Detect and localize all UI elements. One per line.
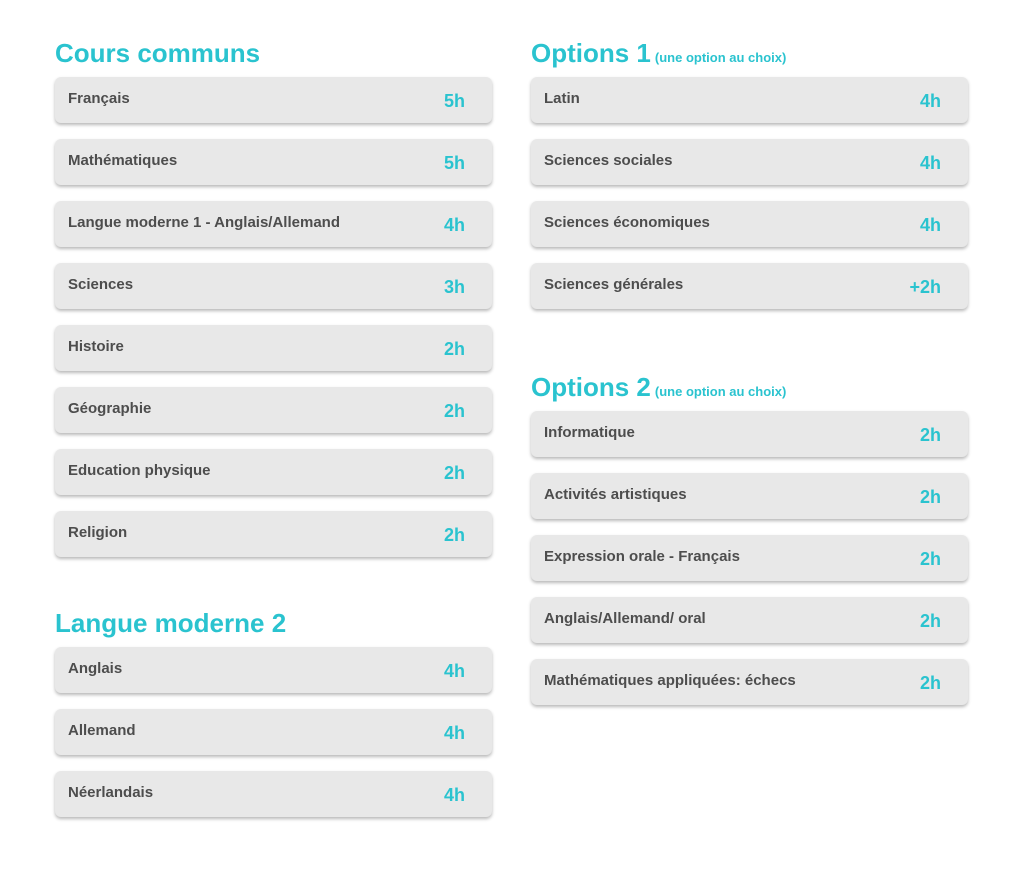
option-name: Informatique <box>544 424 635 441</box>
option-name: Activités artistiques <box>544 486 687 503</box>
course-name: Allemand <box>68 722 136 739</box>
course-hours: 2h <box>443 401 465 421</box>
option-row-activites-artistiques <box>531 473 968 519</box>
option-row-sciences-sociales <box>531 139 968 185</box>
course-hours: 2h <box>443 339 465 359</box>
langue-moderne-2-list <box>55 647 492 817</box>
option-hours: 2h <box>919 673 941 693</box>
cours-communs-list <box>55 77 492 557</box>
course-name: Anglais <box>68 660 123 677</box>
course-hours: 3h <box>443 277 465 297</box>
course-hours: 4h <box>443 215 465 235</box>
options-2-list <box>531 411 968 705</box>
course-row-religion <box>55 511 492 557</box>
options-2-subtitle: (une option au choix) <box>654 384 787 399</box>
options-2-title-text: Options 2 <box>531 372 651 402</box>
option-row-sciences-economiques <box>531 201 968 247</box>
course-row-education-physique <box>55 449 492 495</box>
options-1-title-text: Options 1 <box>531 38 651 68</box>
option-row-latin <box>531 77 968 123</box>
course-hours: 5h <box>443 153 465 173</box>
option-hours: 2h <box>919 425 941 445</box>
options-1-title <box>531 36 968 70</box>
course-row-mathematiques <box>55 139 492 185</box>
langue-moderne-2-section <box>55 606 492 833</box>
course-hours: 2h <box>443 525 465 545</box>
options-1-subtitle: (une option au choix) <box>654 50 787 65</box>
option-row-expression-orale <box>531 535 968 581</box>
cours-communs-section <box>55 36 492 573</box>
langue-moderne-2-title <box>55 606 492 640</box>
options-1-section <box>531 36 968 325</box>
option-hours: 4h <box>919 153 941 173</box>
option-row-sciences-generales <box>531 263 968 309</box>
cours-communs-title-text: Cours communs <box>55 38 261 68</box>
course-hours: 4h <box>443 723 465 743</box>
course-row-geographie <box>55 387 492 433</box>
course-row-francais <box>55 77 492 123</box>
course-name: Néerlandais <box>68 784 154 801</box>
course-row-anglais <box>55 647 492 693</box>
option-name: Mathématiques appliquées: échecs <box>544 672 796 689</box>
option-hours: 2h <box>919 611 941 631</box>
option-hours: 2h <box>919 549 941 569</box>
cours-communs-title <box>55 36 492 70</box>
course-name: Religion <box>68 524 128 541</box>
course-row-sciences <box>55 263 492 309</box>
options-2-section <box>531 370 968 721</box>
course-name: Géographie <box>68 400 152 417</box>
option-name: Sciences sociales <box>544 152 673 169</box>
option-row-informatique <box>531 411 968 457</box>
course-row-langue-moderne-1 <box>55 201 492 247</box>
options-1-list <box>531 77 968 309</box>
course-name: Français <box>68 90 130 107</box>
course-hours: 2h <box>443 463 465 483</box>
option-name: Expression orale - Français <box>544 548 740 565</box>
course-row-histoire <box>55 325 492 371</box>
course-name: Sciences <box>68 276 134 293</box>
option-name: Anglais/Allemand/ oral <box>544 610 706 627</box>
course-row-neerlandais <box>55 771 492 817</box>
course-row-allemand <box>55 709 492 755</box>
course-name: Mathématiques <box>68 152 178 169</box>
option-hours: 4h <box>919 91 941 111</box>
options-2-title <box>531 370 968 404</box>
course-hours: 4h <box>443 661 465 681</box>
option-name: Sciences générales <box>544 276 684 293</box>
course-name: Education physique <box>68 462 211 479</box>
option-row-mathematiques-appliquees <box>531 659 968 705</box>
course-name: Langue moderne 1 - Anglais/Allemand <box>68 214 340 231</box>
option-row-anglais-allemand-oral <box>531 597 968 643</box>
option-hours: 2h <box>919 487 941 507</box>
option-name: Sciences économiques <box>544 214 710 231</box>
course-hours: 4h <box>443 785 465 805</box>
option-hours: 4h <box>919 215 941 235</box>
course-name: Histoire <box>68 338 124 355</box>
course-hours: 5h <box>443 91 465 111</box>
option-name: Latin <box>544 90 580 107</box>
option-hours: +2h <box>909 277 941 297</box>
langue-moderne-2-title-text: Langue moderne 2 <box>55 608 287 638</box>
